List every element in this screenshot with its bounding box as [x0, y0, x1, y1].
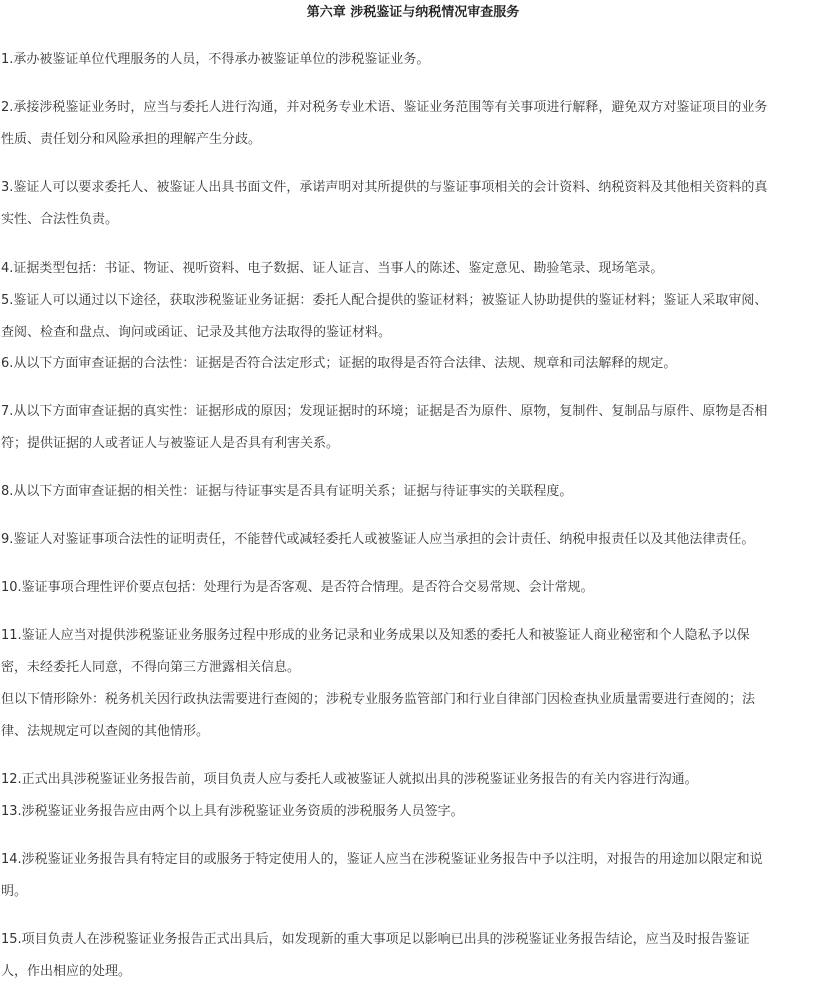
paragraph-line: 查阅、检查和盘点、询问或函证、记录及其他方法取得的鉴证材料。: [1, 325, 392, 340]
paragraph-line: 密，未经委托人同意，不得向第三方泄露相关信息。: [1, 660, 301, 675]
paragraph-5: [1, 292, 826, 356]
paragraph-line: 3.鉴证人可以要求委托人、被鉴证人出具书面文件，承诺声明对其所提供的与鉴证事项相关的会计资料、纳税资料及其他相关资料的真: [1, 180, 768, 195]
chapter-title: 第六章 涉税鉴证与纳税情况审查服务: [306, 5, 520, 20]
paragraph-line: 实性、合法性负责。: [1, 212, 119, 227]
paragraph-line: 6.从以下方面审查证据的合法性：证据是否符合法定形式；证据的取得是否符合法律、法规、规章和司法解释的规定。: [1, 356, 677, 371]
paragraph-line: 4.证据类型包括：书证、物证、视听资料、电子数据、证人证言、当事人的陈述、鉴定意见、勘验笔录、现场笔录。: [1, 261, 664, 276]
paragraph-line: 人，作出相应的处理。: [1, 964, 132, 979]
paragraph-11: [1, 627, 826, 691]
paragraph-line: 性质、责任划分和风险承担的理解产生分歧。: [1, 132, 262, 147]
paragraph-1: [1, 51, 826, 83]
paragraph-line: 明。: [1, 884, 28, 899]
paragraph-line: 8.从以下方面审查证据的相关性：证据与待证事实是否具有证明关系；证据与待证事实的关联程度。: [1, 484, 573, 499]
paragraph-13: [1, 803, 826, 835]
paragraph-4: [1, 260, 826, 292]
paragraph-12: [1, 771, 826, 803]
paragraph-2: [1, 99, 826, 163]
paragraph-8: [1, 483, 826, 515]
paragraph-line: 2.承接涉税鉴证业务时，应当与委托人进行沟通，并对税务专业术语、鉴证业务范围等有关事项进行解释，避免双方对鉴证项目的业务: [1, 100, 768, 115]
paragraph-10: [1, 579, 826, 611]
paragraph-line: 但以下情形除外：税务机关因行政执法需要进行查阅的；涉税专业服务监管部门和行业自律部门因检查执业质量需要进行查阅的；法: [1, 692, 756, 707]
paragraph-11-exceptions: [1, 691, 826, 755]
paragraph-line: 10.鉴证事项合理性评价要点包括：处理行为是否客观、是否符合情理。是否符合交易常规、会计常规。: [1, 580, 594, 595]
paragraph-14: [1, 851, 826, 915]
paragraph-line: 7.从以下方面审查证据的真实性：证据形成的原因；发现证据时的环境；证据是否为原件、原物，复制件、复制品与原件、原物是否相: [1, 404, 768, 419]
paragraph-line: 9.鉴证人对鉴证事项合法性的证明责任，不能替代或减轻委托人或被鉴证人应当承担的会计责任、纳税申报责任以及其他法律责任。: [1, 532, 755, 547]
paragraph-line: 律、法规规定可以查阅的其他情形。: [1, 724, 210, 739]
paragraph-line: 符；提供证据的人或者证人与被鉴证人是否具有利害关系。: [1, 436, 340, 451]
paragraph-line: 1.承办被鉴证单位代理服务的人员，不得承办被鉴证单位的涉税鉴证业务。: [1, 52, 430, 67]
paragraph-line: 11.鉴证人应当对提供涉税鉴证业务服务过程中形成的业务记录和业务成果以及知悉的委托人和被鉴证人商业秘密和个人隐私予以保: [1, 628, 750, 643]
paragraph-6: [1, 355, 826, 387]
paragraph-line: 15.项目负责人在涉税鉴证业务报告正式出具后，如发现新的重大事项足以影响已出具的涉税鉴证业务报告结论，应当及时报告鉴证: [1, 932, 750, 947]
paragraph-line: 12.正式出具涉税鉴证业务报告前，项目负责人应与委托人或被鉴证人就拟出具的涉税鉴证业务报告的有关内容进行沟通。: [1, 772, 698, 787]
paragraph-3: [1, 179, 826, 243]
paragraph-line: 14.涉税鉴证业务报告具有特定目的或服务于特定使用人的，鉴证人应当在涉税鉴证业务报告中予以注明，对报告的用途加以限定和说: [1, 852, 763, 867]
paragraph-line: 5.鉴证人可以通过以下途径，获取涉税鉴证业务证据：委托人配合提供的鉴证材料；被鉴证人协助提供的鉴证材料；鉴证人采取审阅、: [1, 293, 768, 308]
paragraph-line: 13.涉税鉴证业务报告应由两个以上具有涉税鉴证业务资质的涉税服务人员签字。: [1, 804, 464, 819]
paragraph-9: [1, 531, 826, 563]
paragraph-15: [1, 931, 826, 987]
paragraph-7: [1, 403, 826, 467]
